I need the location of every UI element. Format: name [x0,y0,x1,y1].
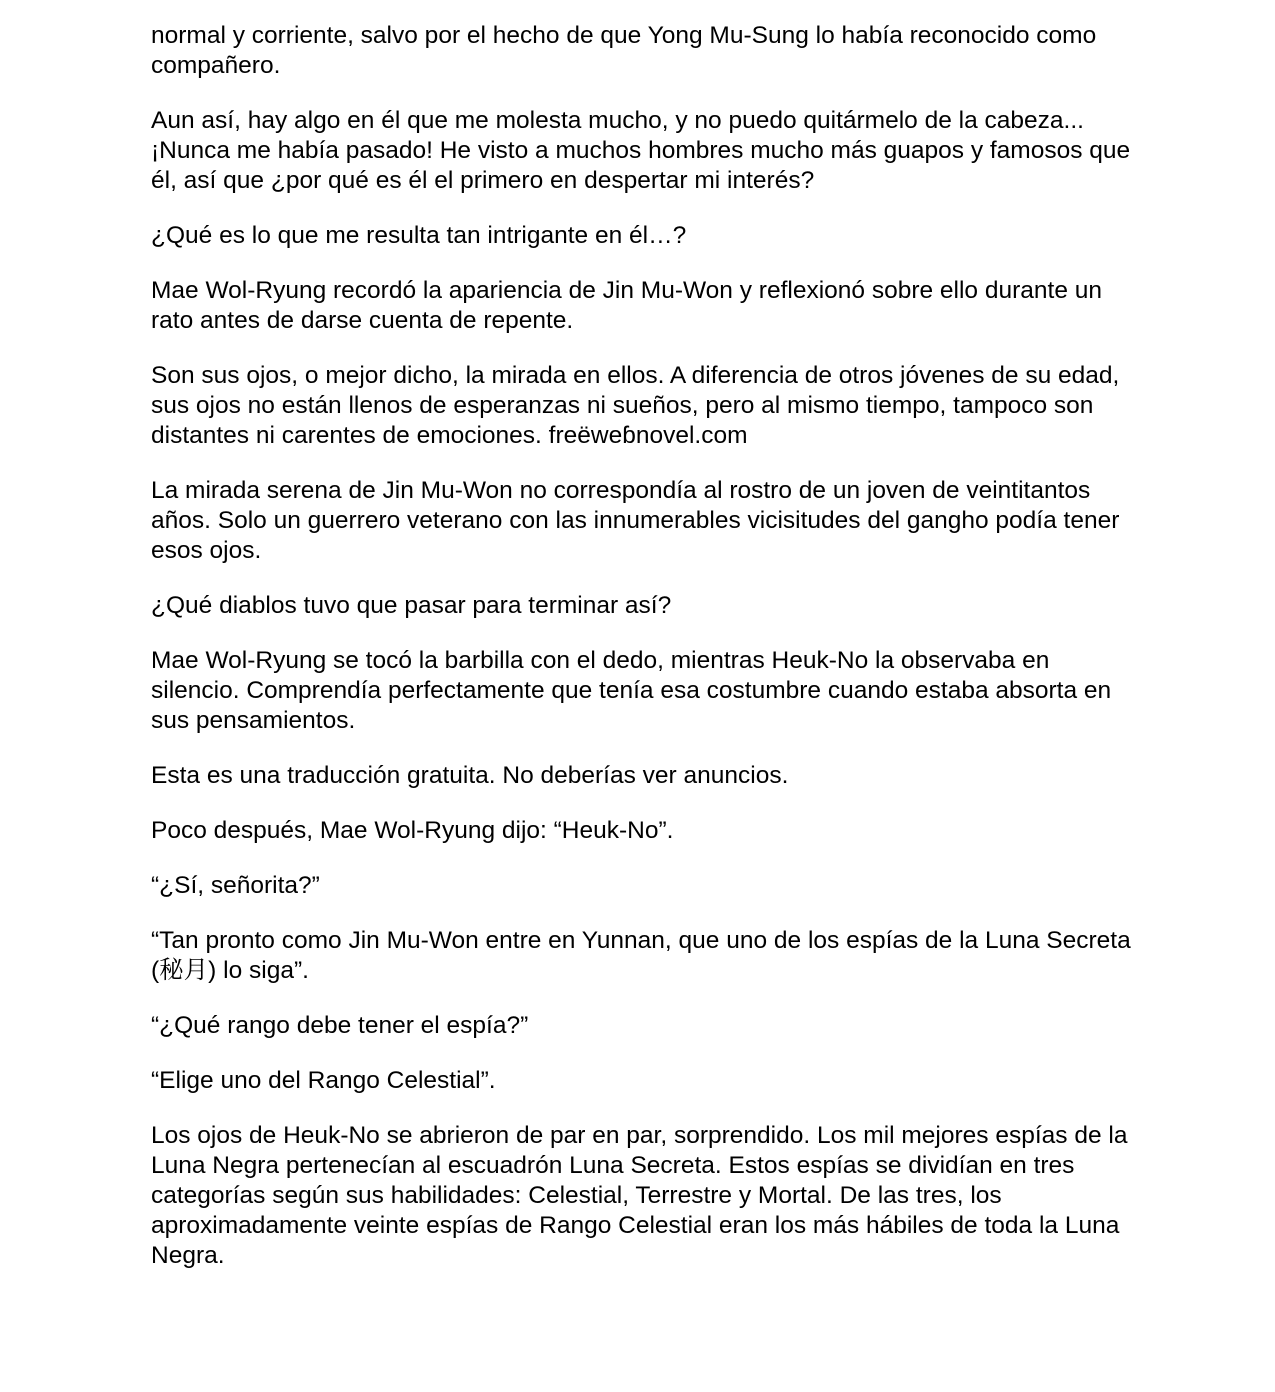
paragraph-15: Los ojos de Heuk-No se abrieron de par en par, sorprendido. Los mil mejores espías de la Luna Negra pertenecían al escuadrón Luna Secreta. Estos espías se dividían en tres categorías según sus habilidades: Celestial, Terrestre y Mortal. De las tres, los aproximadamente veinte espías de Rango Celestial eran los más hábiles de toda la Luna Negra. [151,1122,1128,1269]
paragraph-5: Son sus ojos, o mejor dicho, la mirada en ellos. A diferencia de otros jóvenes de su edad, sus ojos no están llenos de esperanzas ni sueños, pero al mismo tiempo, tampoco son distantes ni carentes de emociones. freëweɓnovel.com [151,362,1120,449]
paragraph-9: Esta es una traducción gratuita. No deberías ver anuncios. [151,762,789,789]
paragraph-7: ¿Qué diablos tuvo que pasar para terminar así? [151,592,672,619]
paragraph-14: “Elige uno del Rango Celestial”. [151,1067,496,1094]
body-text [151,21,1141,1296]
paragraph-4: Mae Wol-Ryung recordó la apariencia de Jin Mu-Won y reflexionó sobre ello durante un rato antes de darse cuenta de repente. [151,277,1103,334]
paragraph-8: Mae Wol-Ryung se tocó la barbilla con el dedo, mientras Heuk-No la observaba en silencio. Comprendía perfectamente que tenía esa costumbre cuando estaba absorta en sus pensamientos. [151,647,1112,734]
paragraph-3: ¿Qué es lo que me resulta tan intrigante en él…? [151,222,687,249]
paragraph-6: La mirada serena de Jin Mu-Won no correspondía al rostro de un joven de veintitantos años. Solo un guerrero veterano con las innumerables vicisitudes del gangho podía tener esos ojos. [151,477,1120,564]
paragraph-2: Aun así, hay algo en él que me molesta mucho, y no puedo quitármelo de la cabeza... ¡Nunca me había pasado! He visto a muchos hombres mucho más guapos y famosos que él, así que ¿por qué es él el primero en despertar mi interés? [151,107,1131,194]
paragraph-10: Poco después, Mae Wol-Ryung dijo: “Heuk-No”. [151,817,674,844]
paragraph-13: “¿Qué rango debe tener el espía?” [151,1012,529,1039]
paragraph-1: normal y corriente, salvo por el hecho de que Yong Mu-Sung lo había reconocido como compañero. [151,22,1097,79]
paragraph-11: “¿Sí, señorita?” [151,872,320,899]
paragraph-12: “Tan pronto como Jin Mu-Won entre en Yunnan, que uno de los espías de la Luna Secreta (秘月) lo siga”. [151,927,1131,984]
